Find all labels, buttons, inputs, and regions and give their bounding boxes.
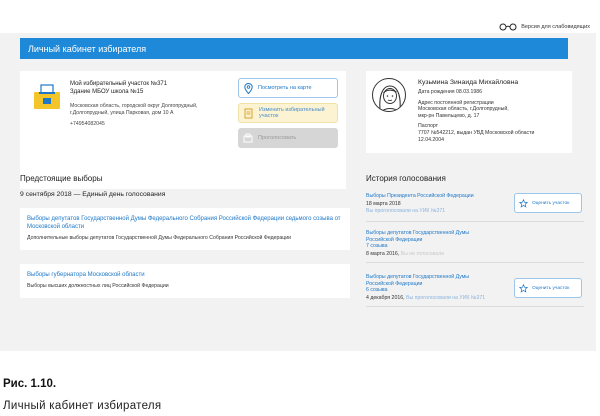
figure-caption: Личный кабинет избирателя (3, 400, 162, 412)
top-bar (0, 0, 600, 36)
rate-station-label: Оценить участок (532, 285, 570, 291)
passport-title: Паспорт (418, 123, 439, 130)
history-title-line-1: Выборы депутатов Государственной Думы (366, 274, 470, 280)
ballot-icon (243, 133, 253, 143)
accessibility-version-link[interactable] (499, 22, 590, 31)
voter-profile-card (366, 71, 572, 153)
history-title-line-1: Выборы депутатов Государственной Думы (366, 230, 470, 236)
page-title: Личный кабинет избирателя (28, 44, 147, 54)
polling-station-address: Московская область, городской округ Долгопрудный, г.Долгопрудный, улица Парковая, дом 10 А (70, 103, 198, 116)
history-vote-status: Вы не голосовали (400, 250, 445, 257)
history-election-title[interactable] (366, 274, 504, 294)
vote-button[interactable] (238, 128, 338, 148)
history-date-text: 4 декабря 2016, (366, 294, 405, 301)
change-polling-station-button[interactable] (238, 103, 338, 123)
history-title-line-3: 7 созыва (366, 243, 388, 249)
election-card[interactable] (20, 208, 350, 250)
voter-cabinet-app (0, 33, 596, 351)
registration-title: Адрес постоянной регистрации (418, 99, 494, 106)
registration-line-1: Московская область, г.Долгопрудный, (418, 106, 509, 113)
woman-avatar-icon (373, 79, 406, 112)
history-vote-status: Вы проголосовали на УИК №371 (406, 294, 486, 301)
polling-station-phone: +74954082045 (70, 121, 105, 127)
election-day-date: 9 сентября 2018 — Единый день голосования (20, 191, 166, 198)
star-icon (519, 284, 528, 293)
history-title-line-2: Российской Федерации (366, 236, 423, 243)
history-vote-status: Вы проголосовали на УИК №371 (366, 207, 446, 214)
registration-line-2: мкр-рн Павельцево, д. 17 (418, 112, 480, 119)
history-election-date (366, 251, 584, 257)
election-title[interactable]: Выборы губернатора Московской области (27, 272, 145, 278)
voter-details (418, 89, 570, 143)
upcoming-elections-title: Предстоящие выборы (20, 174, 103, 183)
election-card[interactable] (20, 264, 350, 298)
history-title-line-3: 6 созыва (366, 287, 388, 293)
election-subtitle: Дополнительные выборы депутатов Государственной Думы Федерального Собрания Российской Федерации (27, 235, 292, 241)
view-on-map-label: Посмотреть на карте (258, 85, 312, 91)
ballot-box-icon (32, 83, 62, 110)
history-election-title[interactable]: Выборы Президента Российской Федерации (366, 193, 474, 199)
view-on-map-button[interactable] (238, 78, 338, 98)
figure-label: Рис. 1.10. (3, 378, 57, 390)
polling-station-number: Мой избирательный участок №371 (70, 81, 168, 87)
passport-line-1: 7707 №542212, выдан УВД Московской области (418, 129, 535, 136)
change-polling-station-label: Изменить избирательный участок (259, 107, 325, 119)
history-election-title[interactable] (366, 230, 504, 250)
rate-station-button[interactable] (514, 278, 582, 298)
history-title-line-2: Российской Федерации (366, 280, 423, 287)
polling-station-name (70, 80, 220, 96)
star-icon (519, 199, 528, 208)
vote-label: Проголосовать (258, 135, 297, 141)
rate-station-label: Оценить участок (532, 200, 570, 206)
election-title[interactable]: Выборы депутатов Государственной Думы Федерального Собрания Российской Федерации седьмого созыва от Московской области (27, 216, 341, 230)
history-date-text: 8 марта 2016, (366, 250, 400, 257)
rate-station-button[interactable] (514, 193, 582, 213)
election-subtitle: Выборы высших должностных лиц Российской Федерации (27, 283, 169, 289)
passport-line-2: 12.04.2004 (418, 136, 444, 143)
birth-date: Дата рождения 08.03.1986 (418, 89, 482, 95)
polling-station-building: Здание МБОУ школа №15 (70, 89, 144, 95)
polling-station-card (20, 71, 346, 189)
history-item (366, 193, 584, 222)
glasses-icon (499, 22, 517, 31)
map-pin-icon (244, 83, 253, 94)
history-item (366, 274, 584, 307)
page-header (20, 38, 568, 59)
avatar (372, 78, 406, 112)
accessibility-version-label: Версия для слабовидящих (521, 23, 590, 30)
edit-document-icon (244, 108, 254, 119)
history-election-date: 18 марта 2018 (366, 200, 401, 207)
voting-history-title: История голосования (366, 174, 446, 183)
history-item (366, 230, 584, 263)
voter-name: Кузьмина Зинаида Михайловна (418, 79, 519, 86)
